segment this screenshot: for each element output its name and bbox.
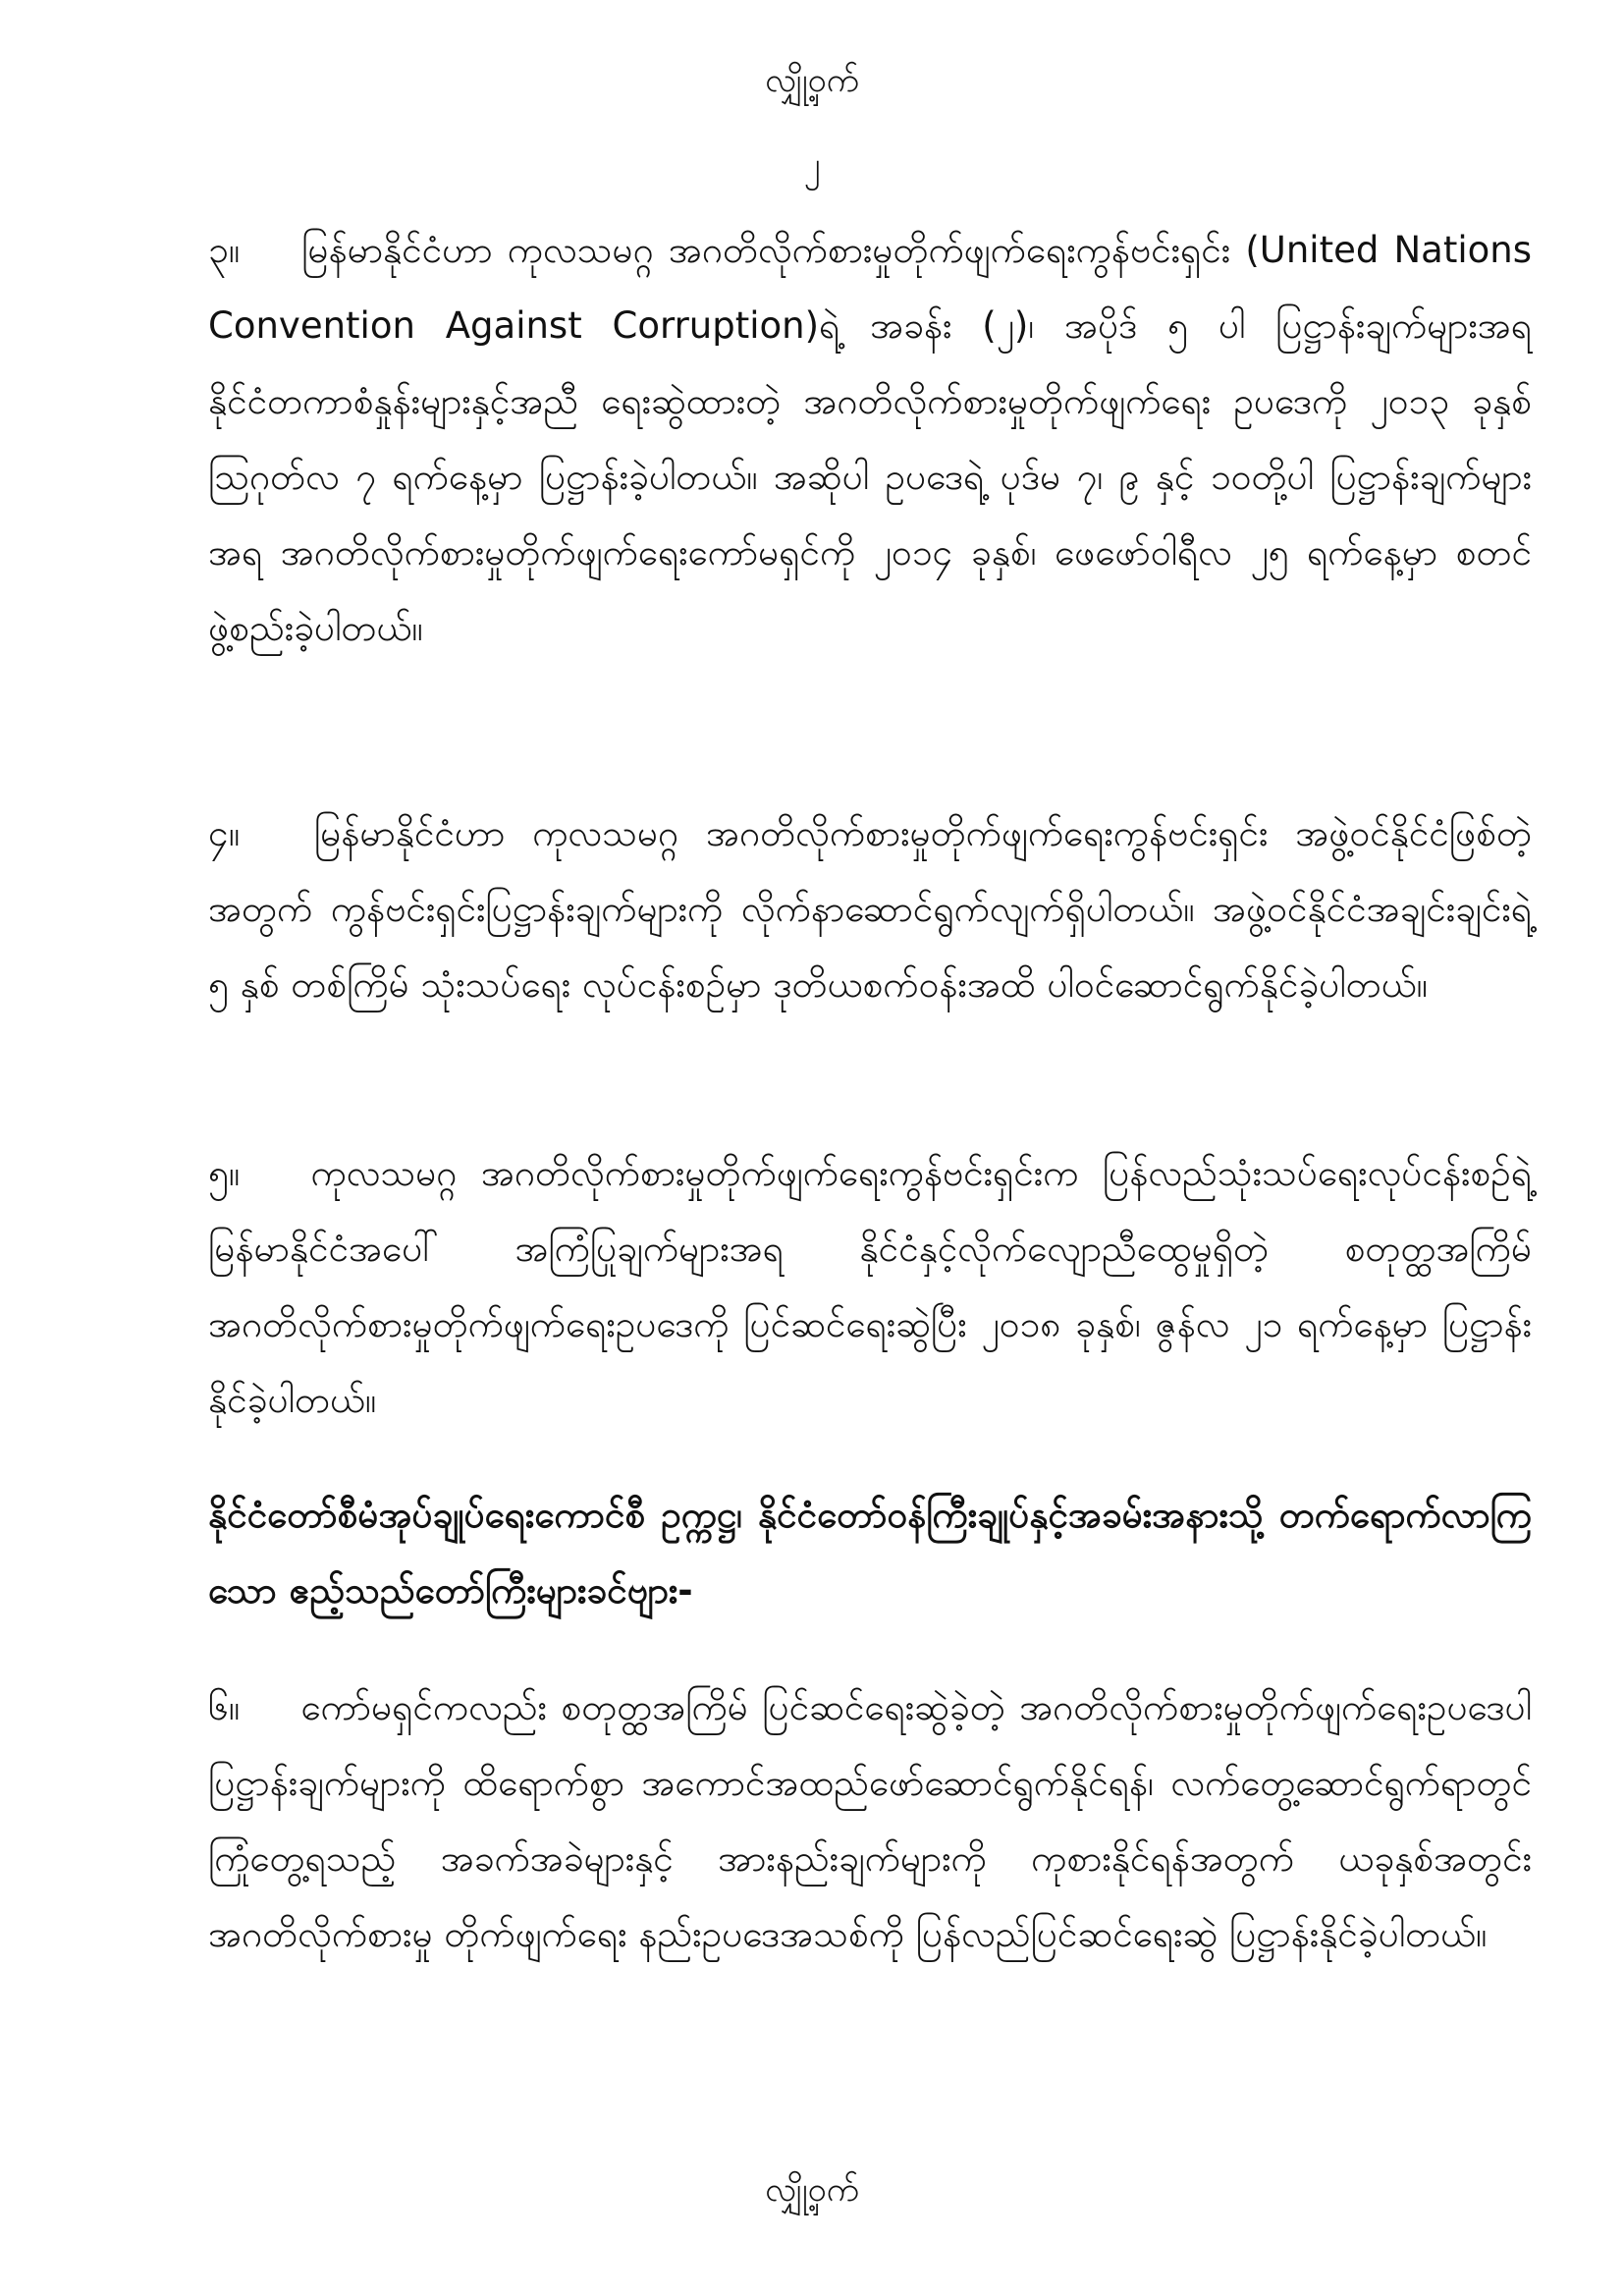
paragraph-6 xyxy=(208,1669,1532,1972)
classification-header: လျှို့ဝှက် xyxy=(765,61,859,100)
paragraph-4 xyxy=(208,795,1532,1022)
classification-footer: လျှို့ဝှက် xyxy=(765,2170,859,2210)
paragraph-number: ၆။ xyxy=(208,1686,241,1728)
paragraph-3 xyxy=(208,212,1532,666)
section-heading: နိုင်ငံတော်စီမံအုပ်ချုပ်ရေးကောင်စီ ဥက္ကဋ္ဌ၊ နိုင်ငံတော်ဝန်ကြီးချုပ်နှင့်အခမ်းအနားသို့ တက်ရောက်လာကြသော ဧည့်သည်တော်ကြီးများခင်ဗျား- xyxy=(208,1494,1532,1612)
paragraph-text: မြန်မာနိုင်ငံဟာ ကုလသမဂ္ဂ အဂတိလိုက်စားမှုတိုက်ဖျက်ရေးကွန်ဗင်းရှင်း အဖွဲ့ဝင်နိုင်ငံဖြစ်တဲ့အတွက် ကွန်ဗင်းရှင်းပြဋ္ဌာန်းချက်များကို လိုက်နာဆောင်ရွက်လျက်ရှိပါတယ်။ အဖွဲ့ဝင်နိုင်ငံအချင်းချင်းရဲ့ ၅ နှစ် တစ်ကြိမ် သုံးသပ်ရေး လုပ်ငန်းစဉ်မှာ ဒုတိယစက်ဝန်းအထိ ပါဝင်ဆောင်ရွက်နိုင်ခဲ့ပါတယ်။ xyxy=(208,812,1532,1006)
paragraph-5 xyxy=(208,1135,1532,1438)
paragraph-number: ၅။ xyxy=(208,1152,241,1194)
paragraph-text: မြန်မာနိုင်ငံဟာ ကုလသမဂ္ဂ အဂတိလိုက်စားမှုတိုက်ဖျက်ရေးကွန်ဗင်းရှင်း (United Nations Convention Against Corruption)ရဲ့ အခန်း (၂)၊ အပိုဒ် ၅ ပါ ပြဋ္ဌာန်းချက်များအရ နိုင်ငံတကာစံနှုန်းများနှင့်အညီ ရေးဆွဲထားတဲ့ အဂတိလိုက်စားမှုတိုက်ဖျက်ရေး ဥပဒေကို ၂၀၁၃ ခုနှစ် ဩဂုတ်လ ၇ ရက်နေ့မှာ ပြဋ္ဌာန်းခဲ့ပါတယ်။ အဆိုပါ ဥပဒေရဲ့ ပုဒ်မ ၇၊ ၉ နှင့် ၁၀တို့ပါ ပြဋ္ဌာန်းချက်များအရ အဂတိလိုက်စားမှုတိုက်ဖျက်ရေးကော်မရှင်ကို ၂၀၁၄ ခုနှစ်၊ ဖေဖော်ဝါရီလ ၂၅ ရက်နေ့မှာ စတင်ဖွဲ့စည်းခဲ့ပါတယ်။ xyxy=(208,229,1533,649)
paragraph-text: ကုလသမဂ္ဂ အဂတိလိုက်စားမှုတိုက်ဖျက်ရေးကွန်ဗင်းရှင်းက ပြန်လည်သုံးသပ်ရေးလုပ်ငန်းစဉ်ရဲ့ မြန်မာနိုင်ငံအပေါ် အကြံပြုချက်များအရ နိုင်ငံနှင့်လိုက်လျောညီထွေမှုရှိတဲ့ စတုတ္ထအကြိမ် အဂတိလိုက်စားမှုတိုက်ဖျက်ရေးဥပဒေကို ပြင်ဆင်ရေးဆွဲပြီး ၂၀၁၈ ခုနှစ်၊ ဇွန်လ ၂၁ ရက်နေ့မှာ ပြဋ္ဌာန်းနိုင်ခဲ့ပါတယ်။ xyxy=(208,1152,1533,1421)
paragraph-number: ၃။ xyxy=(208,229,241,271)
paragraph-text: ကော်မရှင်ကလည်း စတုတ္ထအကြိမ် ပြင်ဆင်ရေးဆွဲခဲ့တဲ့ အဂတိလိုက်စားမှုတိုက်ဖျက်ရေးဥပဒေပါ ပြဋ္ဌာန်းချက်များကို ထိရောက်စွာ အကောင်အထည်ဖော်ဆောင်ရွက်နိုင်ရန်၊ လက်တွေ့ဆောင်ရွက်ရာတွင် ကြုံတွေ့ရသည့် အခက်အခဲများနှင့် အားနည်းချက်များကို ကုစားနိုင်ရန်အတွက် ယခုနှစ်အတွင်း အဂတိလိုက်စားမှု တိုက်ဖျက်ရေး နည်းဥပဒေအသစ်ကို ပြန်လည်ပြင်ဆင်ရေးဆွဲ ပြဋ္ဌာန်းနိုင်ခဲ့ပါတယ်။ xyxy=(208,1686,1532,1955)
paragraph-number: ၄။ xyxy=(208,812,241,854)
page-number: ၂ xyxy=(803,145,821,185)
